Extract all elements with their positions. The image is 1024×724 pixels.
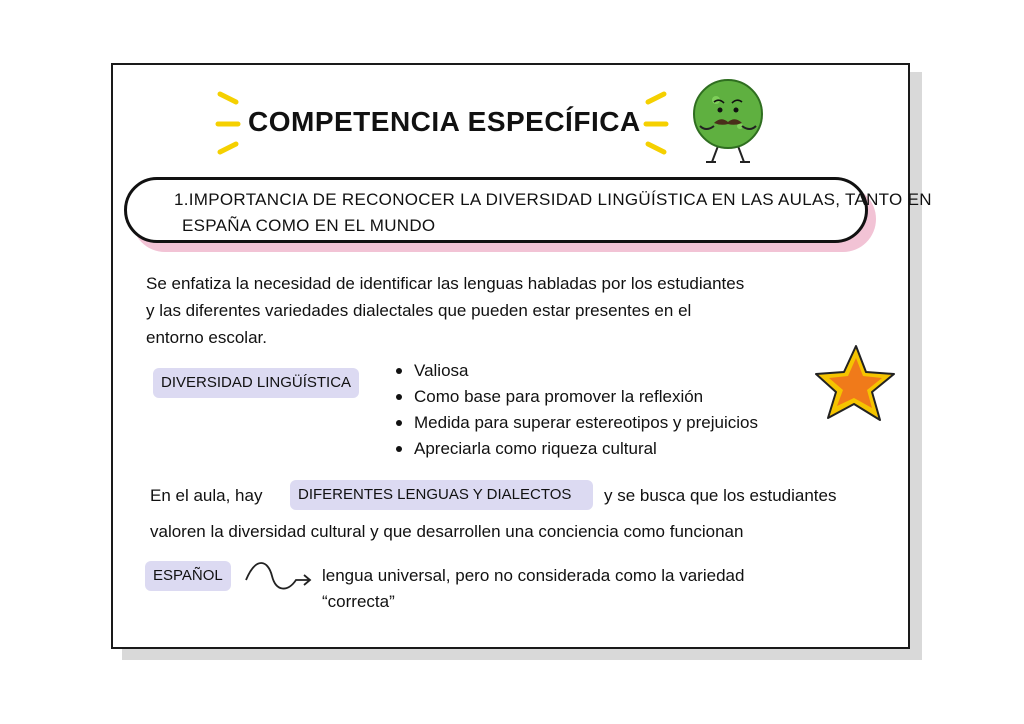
- list-item: Apreciarla como riqueza cultural: [392, 436, 758, 462]
- list-item: Valiosa: [392, 358, 758, 384]
- paragraph-line-3: entorno escolar.: [146, 328, 267, 347]
- heading-text: [174, 187, 932, 239]
- aula-line-2: valoren la diversidad cultural y que desarrollen una conciencia como funcionan: [150, 522, 744, 541]
- heading-line-1: 1.IMPORTANCIA DE RECONOCER LA DIVERSIDAD LINGÜÍSTICA EN LAS AULAS, TANTO EN: [174, 190, 932, 209]
- star-icon: [812, 342, 896, 424]
- aula-suffix: y se busca que los estudiantes: [604, 486, 837, 505]
- heading-line-2: ESPAÑA COMO EN EL MUNDO: [182, 216, 436, 235]
- sunburst-right-icon: [638, 86, 672, 158]
- diversidad-tag: DIVERSIDAD LINGÜÍSTICA: [153, 368, 359, 398]
- sunburst-left-icon: [212, 86, 246, 158]
- espanol-tag: ESPAÑOL: [145, 561, 231, 591]
- paragraph-line-2: y las diferentes variedades dialectales que pueden estar presentes en el: [146, 301, 692, 320]
- espanol-line-2: “correcta”: [322, 592, 395, 611]
- diversidad-list: [392, 358, 758, 462]
- list-item: Medida para superar estereotipos y prejuicios: [392, 410, 758, 436]
- paragraph-line-1: Se enfatiza la necesidad de identificar las lenguas habladas por los estudiantes: [146, 274, 745, 293]
- squiggle-arrow-icon: [244, 558, 316, 594]
- aula-tag: DIFERENTES LENGUAS Y DIALECTOS: [290, 480, 593, 510]
- page-title: COMPETENCIA ESPECÍFICA: [248, 106, 641, 137]
- espanol-line-1: lengua universal, pero no considerada como la variedad: [322, 566, 745, 585]
- aula-prefix: En el aula, hay: [150, 486, 263, 505]
- list-item: Como base para promover la reflexión: [392, 384, 758, 410]
- pea-mascot-icon: [688, 76, 768, 168]
- intro-paragraph: [146, 270, 866, 351]
